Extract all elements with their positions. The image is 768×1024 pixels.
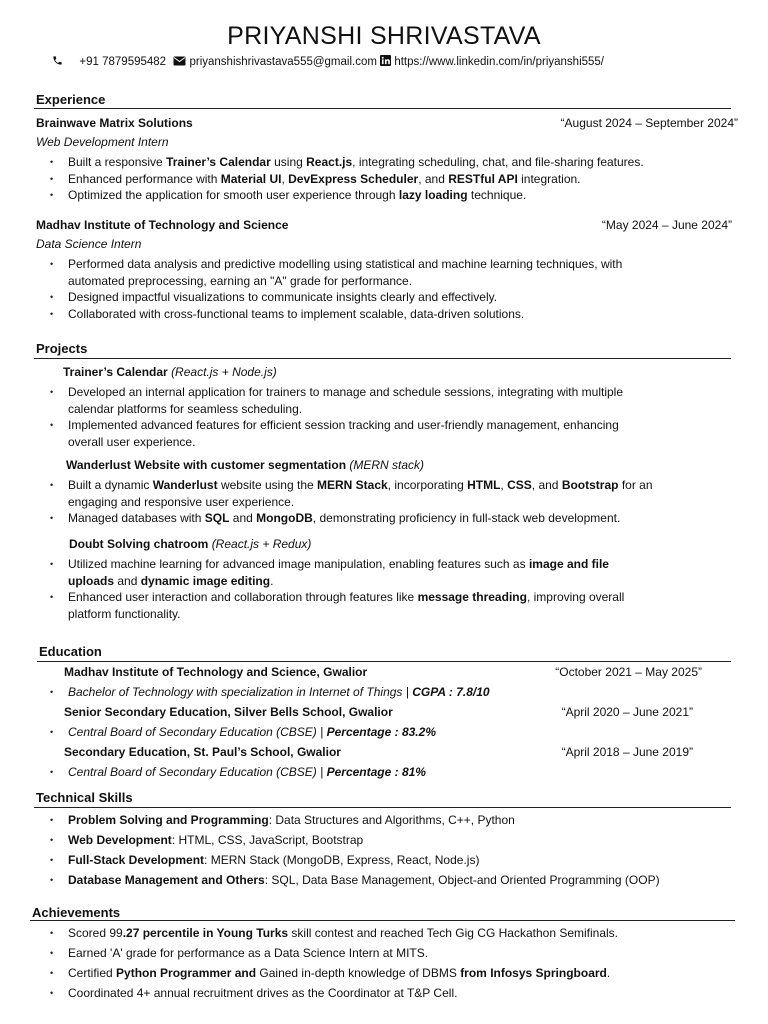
project-name: Wanderlust Website with customer segmentation (66, 458, 347, 472)
list-item (50, 477, 740, 510)
text: Scored 99 (68, 926, 123, 940)
project-title (63, 364, 277, 381)
phone-number[interactable]: +91 7879595482 (79, 56, 167, 68)
education-dates: “April 2020 – June 2021” (561, 705, 693, 719)
text: Central Board of Secondary Education (CBSE) | (68, 765, 327, 779)
job-role: Web Development Intern (36, 135, 169, 149)
resume-name: PRIYANSHI SHRIVASTAVA (227, 22, 541, 50)
text: skill contest and reached Tech Gig CG Hackathon Semifinals. (288, 926, 619, 940)
text: Certified (68, 966, 117, 980)
list-item (50, 943, 740, 963)
bold-text: Python Programmer and (116, 966, 257, 980)
education-school: Madhav Institute of Technology and Science, Gwalior (64, 665, 368, 679)
project-bullets (50, 477, 740, 527)
list-item (50, 556, 740, 589)
bold-text: CGPA : 7.8/10 (412, 685, 490, 699)
list-item (50, 983, 740, 1003)
list-item (50, 923, 740, 943)
text: overall user experience. (68, 434, 196, 449)
achievements-divider (30, 920, 735, 921)
project-title (69, 536, 311, 553)
education-dates: “April 2018 – June 2019” (561, 745, 693, 759)
text: Optimized the application for smooth user experience through (68, 188, 399, 202)
education-heading: Education (39, 644, 102, 659)
bold-text: Percentage : 81% (326, 765, 426, 779)
job-company: Madhav Institute of Technology and Science (36, 218, 289, 232)
bold-text: React.js (306, 155, 353, 169)
skills-heading: Technical Skills (36, 790, 133, 805)
bold-text: Bootstrap (561, 478, 619, 492)
text: integration. (517, 171, 581, 186)
projects-divider (34, 358, 731, 359)
bold-text: Web Development (68, 833, 172, 847)
text: Central Board of Secondary Education (CBSE) | (68, 725, 327, 739)
education-detail (50, 764, 740, 781)
bold-text: Problem Solving and Programming (68, 813, 269, 827)
list-item (50, 589, 740, 622)
text: Coordinated 4+ annual recruitment drives as the Coordinator at T&P Cell. (68, 986, 458, 1000)
text: website using the (217, 478, 318, 492)
text: using (270, 155, 307, 169)
bold-text: dynamic image editing (140, 573, 271, 588)
list-item (50, 154, 740, 171)
text: Built a dynamic (68, 478, 153, 492)
project-name: Trainer’s Calendar (63, 365, 168, 379)
text: Collaborated with cross-functional teams to implement scalable, data-driven solutions. (68, 306, 525, 321)
skills-list (50, 810, 740, 890)
job-company: Brainwave Matrix Solutions (36, 116, 193, 130)
text: , and (531, 478, 562, 492)
education-dates: “October 2021 – May 2025” (555, 665, 702, 679)
text: Built a responsive (68, 155, 167, 169)
text: platform functionality. (68, 606, 181, 621)
list-item (50, 870, 740, 890)
education-detail (50, 724, 740, 741)
bold-text: Wanderlust (152, 478, 218, 492)
list-item (50, 724, 740, 741)
linkedin-link[interactable]: https://www.linkedin.com/in/priyanshi555/ (394, 56, 604, 68)
bold-text: MongoDB (256, 511, 313, 525)
bold-text: lazy loading (398, 188, 468, 202)
text: automated preprocessing, earning an "A" grade for performance. (68, 273, 413, 288)
list-item (50, 963, 740, 983)
text: : SQL, Data Base Management, Object-and Oriented Programming (OOP) (264, 873, 660, 887)
text: engaging and responsive user experience. (68, 494, 295, 509)
bold-text: Full-Stack Development (68, 853, 205, 867)
text: . (606, 966, 611, 980)
bold-text: Database Management and Others (68, 873, 265, 887)
list-item (50, 510, 740, 527)
project-stack: (React.js + Redux) (211, 537, 312, 551)
text: Implemented advanced features for efficient session tracking and user-friendly management, enhancing (68, 418, 619, 432)
achievements-heading: Achievements (32, 905, 121, 920)
linkedin-icon (380, 55, 391, 69)
list-item (50, 187, 740, 204)
project-stack: (MERN stack) (349, 458, 425, 472)
bold-text: .27 percentile in Young Turks (122, 926, 289, 940)
text: and (114, 573, 141, 588)
email-link[interactable]: priyanshishrivastava555@gmail.com (189, 56, 377, 68)
list-item (50, 306, 740, 323)
contact-line (52, 55, 732, 69)
project-bullets (50, 384, 740, 450)
bold-text: image and file (528, 557, 609, 571)
job-dates: “August 2024 – September 2024” (560, 116, 738, 130)
text: . (270, 573, 274, 588)
project-stack: (React.js + Node.js) (171, 365, 277, 379)
project-bullets (50, 556, 740, 622)
text: technique. (467, 188, 527, 202)
experience-divider (34, 108, 731, 109)
text: , (281, 171, 289, 186)
text: Earned 'A' grade for performance as a Data Science Intern at MITS. (68, 946, 429, 960)
bold-text: uploads (68, 573, 115, 588)
list-item (50, 384, 740, 417)
text: , and (418, 171, 449, 186)
text: , improving overall (526, 590, 625, 604)
bold-text: Percentage : 83.2% (326, 725, 436, 739)
list-item (50, 289, 740, 306)
job-role: Data Science Intern (36, 237, 142, 251)
bold-text: MERN Stack (317, 478, 388, 492)
project-title (66, 457, 424, 474)
projects-heading: Projects (36, 341, 88, 356)
text: : Data Structures and Algorithms, C++, Python (268, 813, 515, 827)
bold-text: CSS (507, 478, 532, 492)
list-item (50, 171, 740, 188)
education-divider (37, 661, 731, 662)
bold-text: Trainer’s Calendar (166, 155, 271, 169)
job-dates: “May 2024 – June 2024” (601, 218, 732, 232)
text: Enhanced user interaction and collaboration through features like (68, 590, 418, 604)
text: , incorporating (387, 478, 468, 492)
text: Developed an internal application for trainers to manage and schedule sessions, integrating with multiple (68, 385, 623, 399)
job-bullets (50, 256, 740, 322)
experience-heading: Experience (36, 92, 106, 107)
text: , integrating scheduling, chat, and file-sharing features. (352, 155, 644, 169)
education-school: Senior Secondary Education, Silver Bells School, Gwalior (64, 705, 393, 719)
education-school: Secondary Education, St. Paul’s School, Gwalior (64, 745, 341, 759)
project-name: Doubt Solving chatroom (69, 537, 209, 551)
bold-text: SQL (204, 511, 230, 525)
text: Performed data analysis and predictive modelling using statistical and machine learning techniques, with (68, 257, 623, 271)
phone-icon (52, 55, 63, 69)
education-detail (50, 684, 740, 701)
text: Bachelor of Technology with specialization in Internet of Things | (68, 685, 413, 699)
list-item (50, 850, 740, 870)
bold-text: RESTful API (448, 171, 518, 186)
skills-divider (34, 807, 731, 808)
bold-text: from Infosys Springboard (460, 966, 607, 980)
text: : HTML, CSS, JavaScript, Bootstrap (171, 833, 364, 847)
bold-text: DevExpress Scheduler (288, 171, 419, 186)
bold-text: message threading (417, 590, 527, 604)
text: , demonstrating proficiency in full-stack web development. (312, 511, 621, 525)
text: Utilized machine learning for advanced image manipulation, enabling features such as (68, 557, 529, 571)
text: calendar platforms for seamless scheduling. (68, 401, 303, 416)
achievements-list (50, 923, 740, 1003)
text: : MERN Stack (MongoDB, Express, React, Node.js) (204, 853, 480, 867)
text: , (500, 478, 508, 492)
bold-text: HTML (467, 478, 501, 492)
list-item (50, 256, 740, 289)
text: Enhanced performance with (68, 171, 221, 186)
text: and (229, 511, 257, 525)
text: Gained in-depth knowledge of DBMS (256, 966, 461, 980)
list-item (50, 810, 740, 830)
email-icon (173, 56, 186, 69)
list-item (50, 684, 740, 701)
job-bullets (50, 154, 740, 204)
text: Managed databases with (68, 511, 205, 525)
bold-text: Material UI (220, 171, 282, 186)
list-item (50, 764, 740, 781)
text: Designed impactful visualizations to communicate insights clearly and effectively. (68, 290, 498, 304)
list-item (50, 417, 740, 450)
list-item (50, 830, 740, 850)
text: for an (618, 478, 653, 492)
